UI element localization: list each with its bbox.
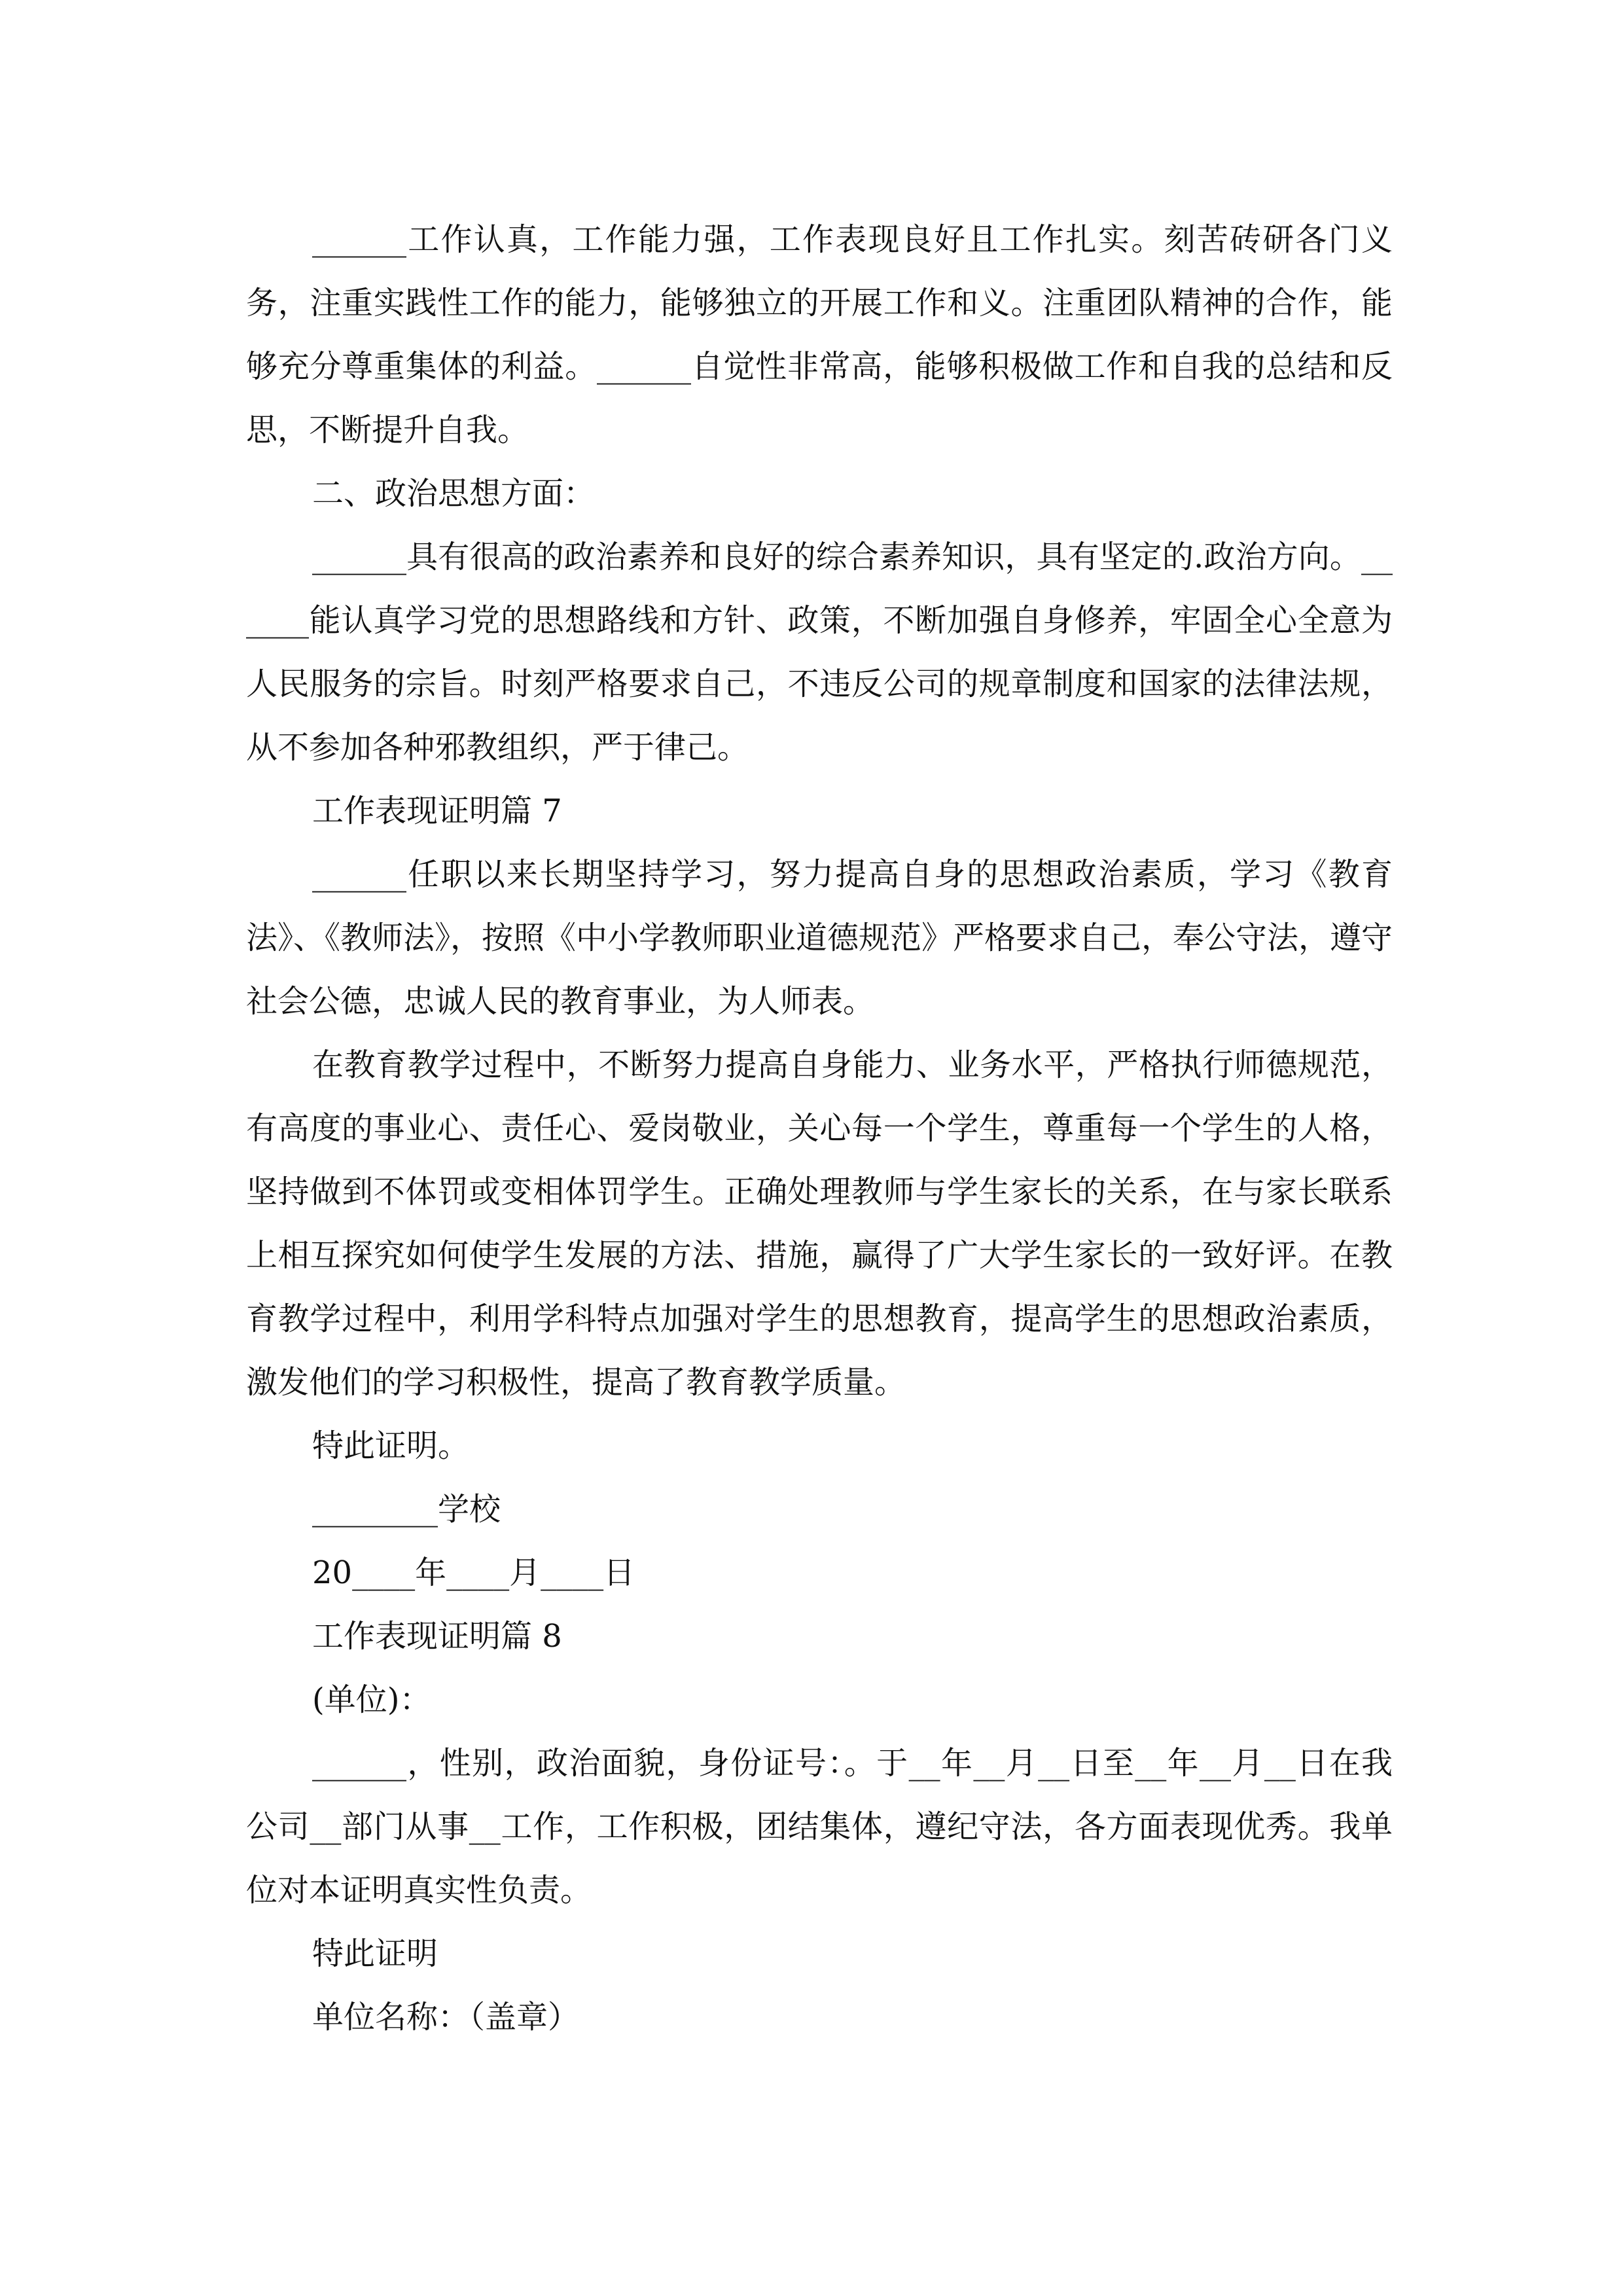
heading-certificate-8: 工作表现证明篇 8	[312, 1618, 562, 1655]
date-line: 20____年____月____日	[312, 1554, 635, 1591]
heading-political-thought: 二、政治思想方面：	[312, 475, 596, 512]
paragraph-teacher-study: ______任职以来长期坚持学习，努力提高自身的思想政治素质，学习《教育法》、《教师法》，按照《中小学教师职业道德规范》严格要求自己，奉公守法，遵守社会公德，忠诚人民的教育事业，为人师表。	[246, 856, 1393, 1020]
paragraph-work-attitude: ______工作认真，工作能力强，工作表现良好且工作扎实。刻苦砖研各门义务，注重实践性工作的能力，能够独立的开展工作和义。注重团队精神的合作，能够充分尊重集体的利益。______自觉性非常高，能够积极做工作和自我的总结和反思，不断提升自我。	[246, 221, 1393, 448]
paragraph-teaching-process: 在教育教学过程中，不断努力提高自身能力、业务水平，严格执行师德规范，有高度的事业心、责任心、爱岗敬业，关心每一个学生，尊重每一个学生的人格，坚持做到不体罚或变相体罚学生。正确处理教师与学生家长的关系，在与家长联系上相互探究如何使学生发展的方法、措施，赢得了广大学生家长的一致好评。在教育教学过程中，利用学科特点加强对学生的思想教育，提高学生的思想政治素质，激发他们的学习积极性，提高了教育教学质量。	[246, 1047, 1393, 1401]
unit-name-seal: 单位名称：（盖章）	[312, 1999, 580, 2036]
paragraph-political-thought: ______具有很高的政治素养和良好的综合素养知识，具有坚定的.政治方向。______能认真学习党的思想路线和方针、政策，不断加强自身修养，牢固全心全意为人民服务的宗旨。时刻严格要求自己，不违反公司的规章制度和国家的法律法规，从不参加各种邪教组织，严于律己。	[246, 539, 1393, 766]
paragraph-employment-details: ______，性别，政治面貌，身份证号：。于__年__月__日至__年__月__日在我公司__部门从事__工作，工作积极，团结集体，遵纪守法，各方面表现优秀。我单位对本证明真实性负责。	[246, 1745, 1393, 1909]
heading-certificate-7: 工作表现证明篇 7	[312, 793, 562, 829]
unit-salutation: (单位)：	[312, 1681, 431, 1718]
document-page	[246, 208, 1393, 2049]
closing-certify-2: 特此证明	[312, 1935, 438, 1972]
closing-certify-1: 特此证明。	[312, 1427, 470, 1464]
signature-school: ________学校	[312, 1491, 501, 1528]
